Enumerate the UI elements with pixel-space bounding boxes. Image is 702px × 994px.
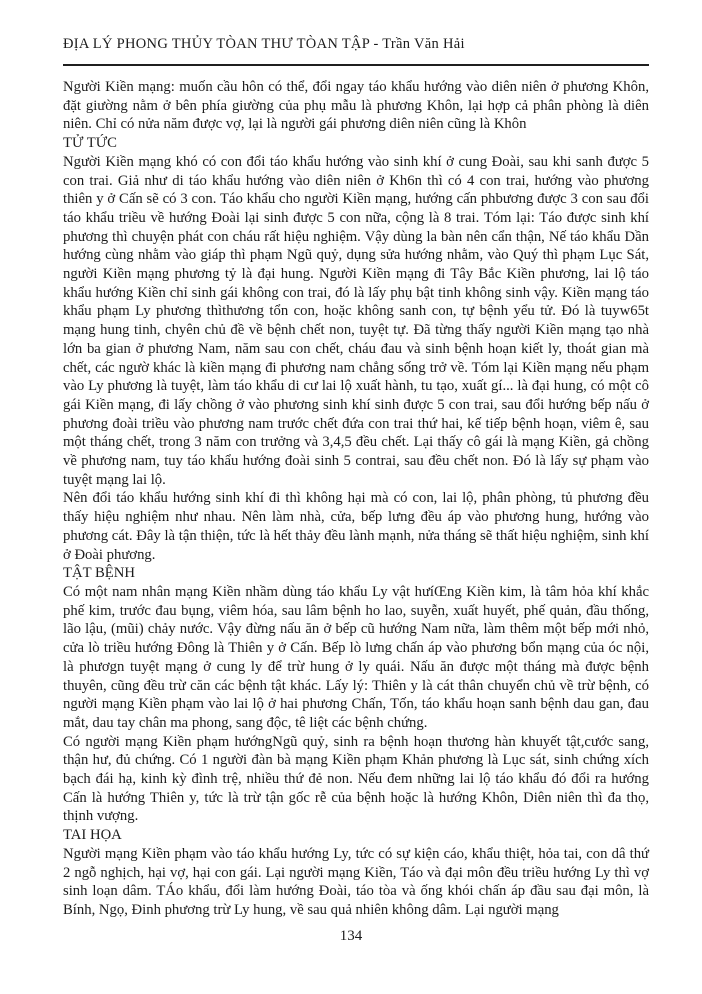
paragraph-marriage: Người Kiền mạng: muốn cầu hôn có thể, đổi ngay táo khẩu hướng vào diên niên ở phương Khôn, đặt giường nằm ở bên phía giường của phụ mẫu là phương Khôn, lại hợp cả phân phòng là diên niên. Chỉ có nửa năm được vợ, lại là người gái phương diên niên cũng là Khôn xyxy=(63,79,649,133)
paragraph-tu-tuc-advice: Nên đổi táo khẩu hướng sinh khí đi thì không hại mà có con, lai lộ, phân phòng, tủ phương đều thấy hiệu nghiệm như nhau. Nên làm nhà, cửa, bếp lưng đều áp vào phương hung, hướng vào phương cát. Đây là tận thiện, tức là hết thảy đều lành mạnh, nửa tháng sẽ thất hiệu nghiệm, sinh khí ở Đoài phương. xyxy=(63,490,649,563)
document-body xyxy=(63,78,649,920)
paragraph-tat-benh-ngu-quy: Có người mạng Kiền phạm hướngNgũ quỷ, sinh ra bệnh hoạn thương hàn khuyết tật,cước sang, thận hư, đủ chứng. Có 1 người đàn bà mạng Kiền phạm Khản phương là Lục sát, sinh chứng xích bạch đái hạ, kinh kỳ đình trệ, nhiều thứ đẻ non. Nếu đem những lai lộ táo khẩu đó đổi ra hướng Cấn là hướng Thiên y, tức là trừ tận gốc rễ của bệnh hoặc là hướng Khôn, Diên niên thì đa thọ, thịnh vượng. xyxy=(63,733,649,825)
paragraph-tai-hoa-main: Người mạng Kiền phạm vào táo khẩu hướng Ly, tức có sự kiện cáo, khẩu thiệt, hỏa tai, con dâ thứ 2 ngỗ nghịch, hại vợ, hại con gái. Lại người mạng Kiền, Táo và đại môn đều triều hướng Ly thì vợ sinh loạn dâm. TÁo khẩu, đổi làm hướng Đoài, táo tòa và ống khói chấn áp đầu sau đại môn, là Bính, Ngọ, Đinh phương trừ Ly hung, về sau quả nhiên không dâm. Lại người mạng xyxy=(63,845,649,918)
page-header xyxy=(63,36,649,53)
page-footer xyxy=(0,928,702,945)
section-heading-tat-benh: TẬT BỆNH xyxy=(63,565,135,582)
paragraph-tu-tuc-main: Người Kiền mạng khó có con đổi táo khẩu hướng vào sinh khí ở cung Đoài, sau khi sanh được 5 con trai. Giả như di táo khẩu hướng vào diên niên ở Kh6n thì có 4 con trai, hướng vào phương thiên y ở Cấn sẽ có 3 con. Táo khẩu cho người Kiền mạng, hướng cấn phbương được 3 con sau đổi táo khẩu triều về hướng Đoài lại sinh được 5 con nữa, cộng là 8 trai. Tóm lại: Táo được sinh khí phương thì chuyện phát con cháu rất hiệu nghiệm. Vậy dùng la bàn nên cẩn thận, Nế táo khẩu Dần hướng cùng nhằm vào giáp thì phạm Ngũ quỷ, dụng sửa hướng nhằm, vào Quý thì phạm Lục Sát, người Kiền mạng phương tỷ là đại hung. Người Kiền mạng đi Tây Bắc Kiền phương, lai lộ táo khẩu hướng Kiền chỉ sinh gái không con trai, đó là lấy phụ bật tinh không sinh vậy. Kiền mạng táo khẩu phạm Ly phương thìthương tổn con, hoặc không sanh con, tự bệnh yểu tử. Đó là tuyw65t mạng hung tinh, chyên chủ đề về bệnh chết non, tuyệt tự. Đã từng thấy người Kiền mạng tạo nhà lớn ba gian ở phương Nam, năm sau con chết, cháu đau và sinh bệnh hoạn kiết ly, thoát gian mà chết, các ngườ khác là kiền mạng đi phương nam chẳng sống trở về. Tóm lại Kiền mạng nếu phạm vào Ly phương là tuyệt, làm táo khẩu di cư lai lộ xuất hành, tu tạo, xuất gí... là đại hung, có một cô gái Kiền mạng, đi lấy chồng ở vào phương sinh khí sinh được 5 con trai, sau đổi hướng bếp nấu ở phương đoài triều vào phương nam trước chết đứa con trai thứ hai, kế tiếp bệnh hoạn, viêm ê, sau một tháng chết, trong 3 năm con trưởng và 3,4,5 đều chết. Lại thấy cô gái là mạng Kiền, gả chồng về phương nam, tuy táo khẩu hướng đoài sinh 5 contrai, sau đều chết non. Đó là lấy sự phạm vào tuyệt mạng lai lộ. xyxy=(63,153,649,488)
paragraph-tat-benh-main: Có một nam nhân mạng Kiền nhầm dùng táo khẩu Ly vật hưíŒng Kiền kim, là tâm hỏa khí khắc phế kim, trước đau bụng, viêm hóa, sau lâm bệnh ho lao, suyễn, xuất huyết, phế quản, đầu thống, lão lậu, (mũi) chảy nước. Vậy đừng nấu ăn ở bếp cũ hướng Nam nữa, làm thêm một bếp mới nhỏ, cửa lò triều hướng Đông là Thiên y ở Cấn. Bếp lò lưng chấn áp vào phương bổn mạng của óc nội, là phươgn tuyệt mạng ở cung ly để trừ hung ở ly quái. Nấu ăn được một tháng mà được bệnh thuyên, cũng đều trừ căn các bệnh tật khác. Lấy lý: Thiên y là cát thân chuyển chủ về trừ bệnh, có người mạng Kiền phạm vào lai lộ ở hai phương Chấn, Tốn, táo khẩu hoạn sanh bệnh dau gan, đau mắt, dau tay chân ma phong, sang độc, tê liệt các bệnh chứng. xyxy=(63,583,649,731)
section-heading-tu-tuc: TỬ TỨC xyxy=(63,135,117,152)
header-title: ĐỊA LÝ PHONG THỦY TÒAN THƯ TÒAN TẬP - Trần Văn Hải xyxy=(63,36,465,52)
page-number: 134 xyxy=(339,928,363,944)
section-heading-tai-hoa: TAI HỌA xyxy=(63,827,122,844)
header-divider xyxy=(63,64,649,66)
